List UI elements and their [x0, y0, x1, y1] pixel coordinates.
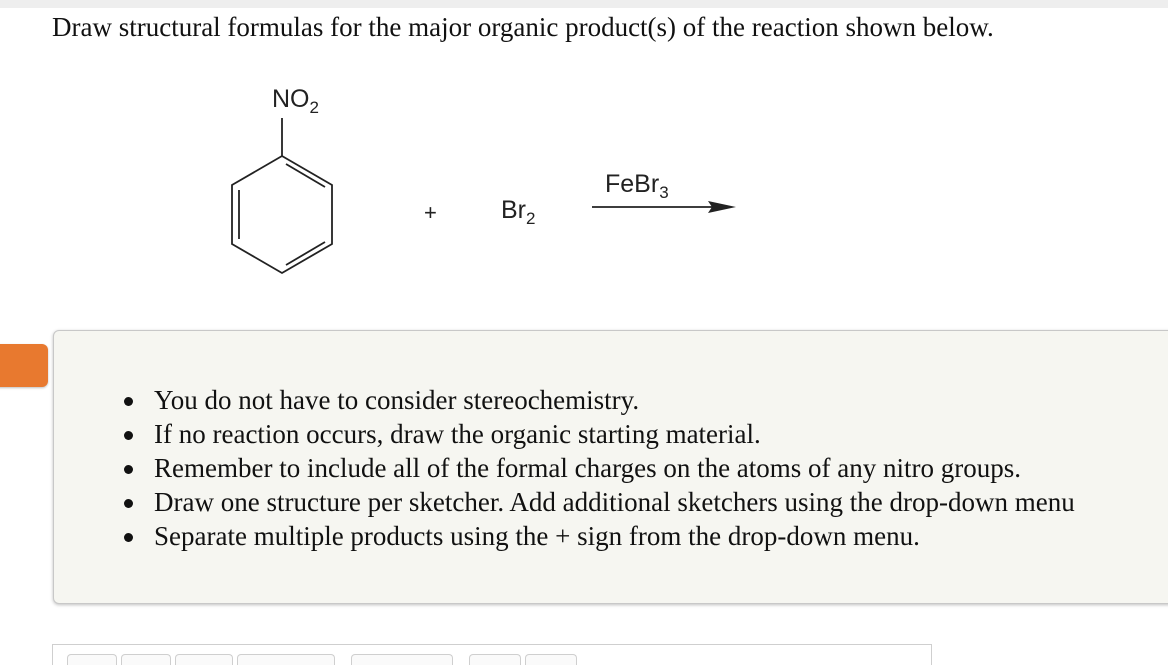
instruction-item: If no reaction occurs, draw the organic starting material. [154, 417, 1075, 451]
question-text: Draw structural formulas for the major organic product(s) of the reaction shown below. [52, 12, 994, 42]
instructions-box [53, 330, 1168, 604]
hint-tab-button[interactable] [0, 344, 48, 387]
sketcher-tool-button[interactable] [525, 654, 577, 665]
bullet-icon [124, 431, 133, 440]
instruction-item: You do not have to consider stereochemistry. [154, 383, 1075, 417]
reaction-scheme [0, 0, 1168, 330]
bullet-icon [124, 465, 133, 474]
instruction-item: Draw one structure per sketcher. Add additional sketchers using the drop-down menu [154, 485, 1075, 519]
bullet-icon [124, 533, 133, 542]
benzene-ring [232, 118, 332, 273]
bullet-icon [124, 397, 133, 406]
instruction-item: Separate multiple products using the + sign from the drop-down menu. [154, 519, 1075, 553]
instruction-item: Remember to include all of the formal charges on the atoms of any nitro groups. [154, 451, 1075, 485]
reaction-arrow [592, 201, 736, 213]
sketcher-tool-button[interactable] [67, 654, 117, 665]
sketcher-tool-button[interactable] [175, 654, 233, 665]
bromine-reagent: $Br_2$ [501, 196, 536, 228]
catalyst-label: FeBr$_3$ [605, 170, 669, 202]
sketcher-toolbar [52, 644, 932, 665]
sketcher-tool-button[interactable] [237, 654, 335, 665]
plus-sign: + [424, 200, 437, 225]
sketcher-tool-button[interactable] [469, 654, 521, 665]
sketcher-tool-button[interactable] [121, 654, 171, 665]
bullet-icon [124, 499, 133, 508]
nitro-group-label: $NO_2$ [272, 85, 319, 117]
instructions-list [154, 383, 1075, 553]
sketcher-tool-button[interactable] [351, 654, 453, 665]
